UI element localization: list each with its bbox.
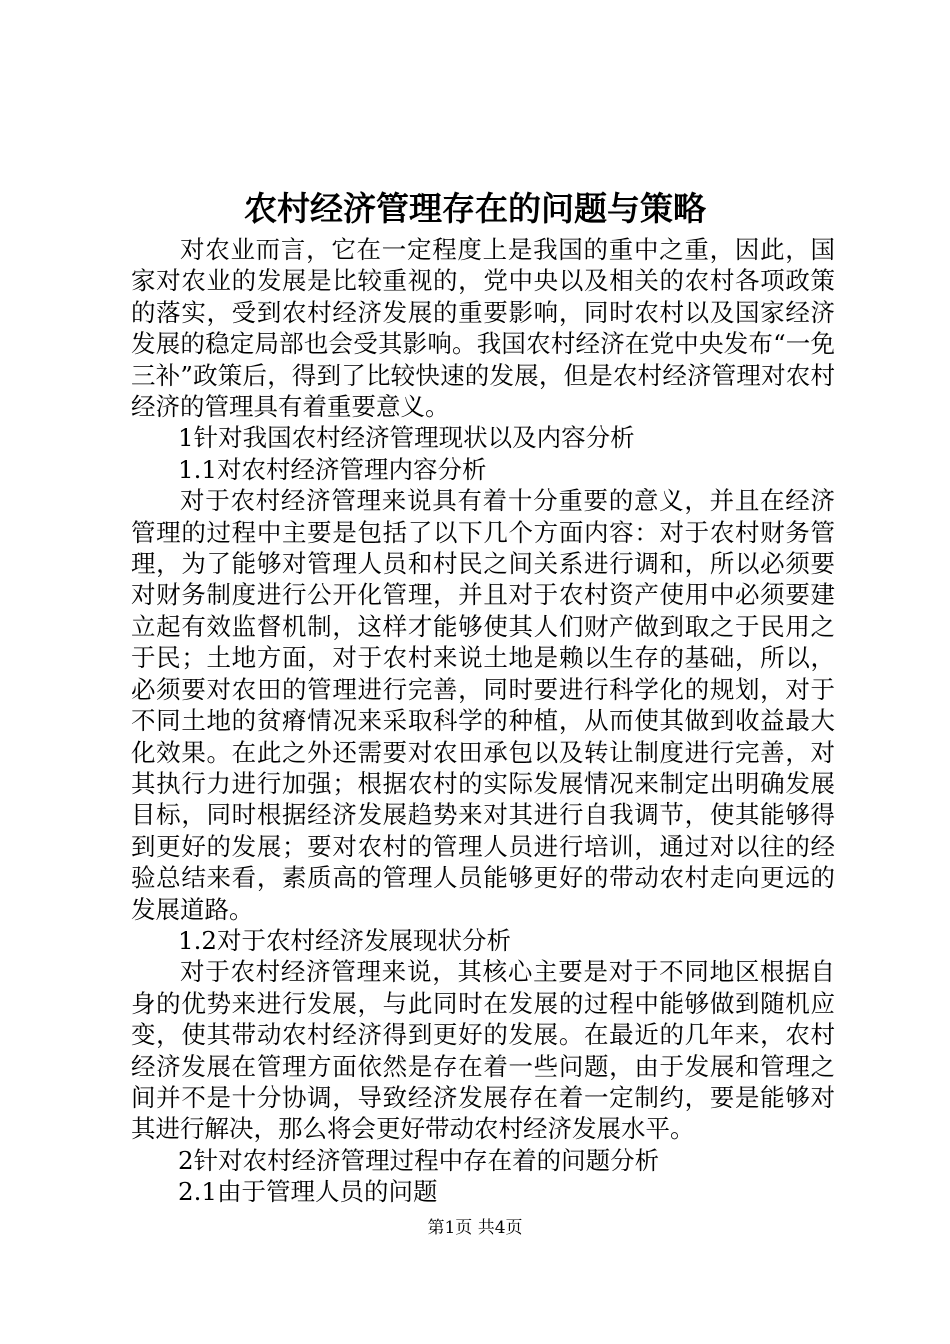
section-heading-1: 1针对我国农村经济管理现状以及内容分析 [178,423,635,453]
paragraph-1-2: 对于农村经济管理来说，其核心主要是对于不同地区根据自身的优势来进行发展，与此同时在发展的过程中能够做到随机应变，使其带动农村经济得到更好的发展。在最近的几年来，农村经济发展在管理方面依然是存在着一些问题，由于发展和管理之间并不是十分协调，导致经济发展存在着一定制约，要是能够对其进行解决，那么将会更好带动农村经济发展水平。 [131,957,835,1144]
document-body [131,234,835,1208]
page-number-footer: 第1页 共4页 [427,1218,523,1238]
intro-paragraph: 对农业而言，它在一定程度上是我国的重中之重，因此，国家对农业的发展是比较重视的，党中央以及相关的农村各项政策的落实，受到农村经济发展的重要影响，同时农村以及国家经济发展的稳定局部也会受其影响。我国农村经济在党中央发布“一免三补”政策后，得到了比较快速的发展，但是农村经济管理对农村经济的管理具有着重要意义。 [131,235,835,422]
document-title: 农村经济管理存在的问题与策略 [244,189,706,228]
subsection-heading-2-1: 2.1由于管理人员的问题 [178,1177,438,1207]
section-heading-2: 2针对农村经济管理过程中存在着的问题分析 [178,1145,660,1175]
subsection-heading-1-2: 1.2对于农村经济发展现状分析 [178,925,511,955]
subsection-heading-1-1: 1.1对农村经济管理内容分析 [178,454,487,484]
paragraph-1-1: 对于农村经济管理来说具有着十分重要的意义，并且在经济管理的过程中主要是包括了以下几个方面内容：对于农村财务管理，为了能够对管理人员和村民之间关系进行调和，所以必须要对财务制度进行公开化管理，并且对于农村资产使用中必须要建立起有效监督机制，这样才能够使其人们财产做到取之于民用之于民；土地方面，对于农村来说土地是赖以生存的基础，所以，必须要对农田的管理进行完善，同时要进行科学化的规划，对于不同土地的贫瘠情况来采取科学的种植，从而使其做到收益最大化效果。在此之外还需要对农田承包以及转让制度进行完善，对其执行力进行加强；根据农村的实际发展情况来制定出明确发展目标，同时根据经济发展趋势来对其进行自我调节，使其能够得到更好的发展；要对农村的管理人员进行培训，通过对以往的经验总结来看，素质高的管理人员能够更好的带动农村走向更远的发展道路。 [131,486,835,924]
